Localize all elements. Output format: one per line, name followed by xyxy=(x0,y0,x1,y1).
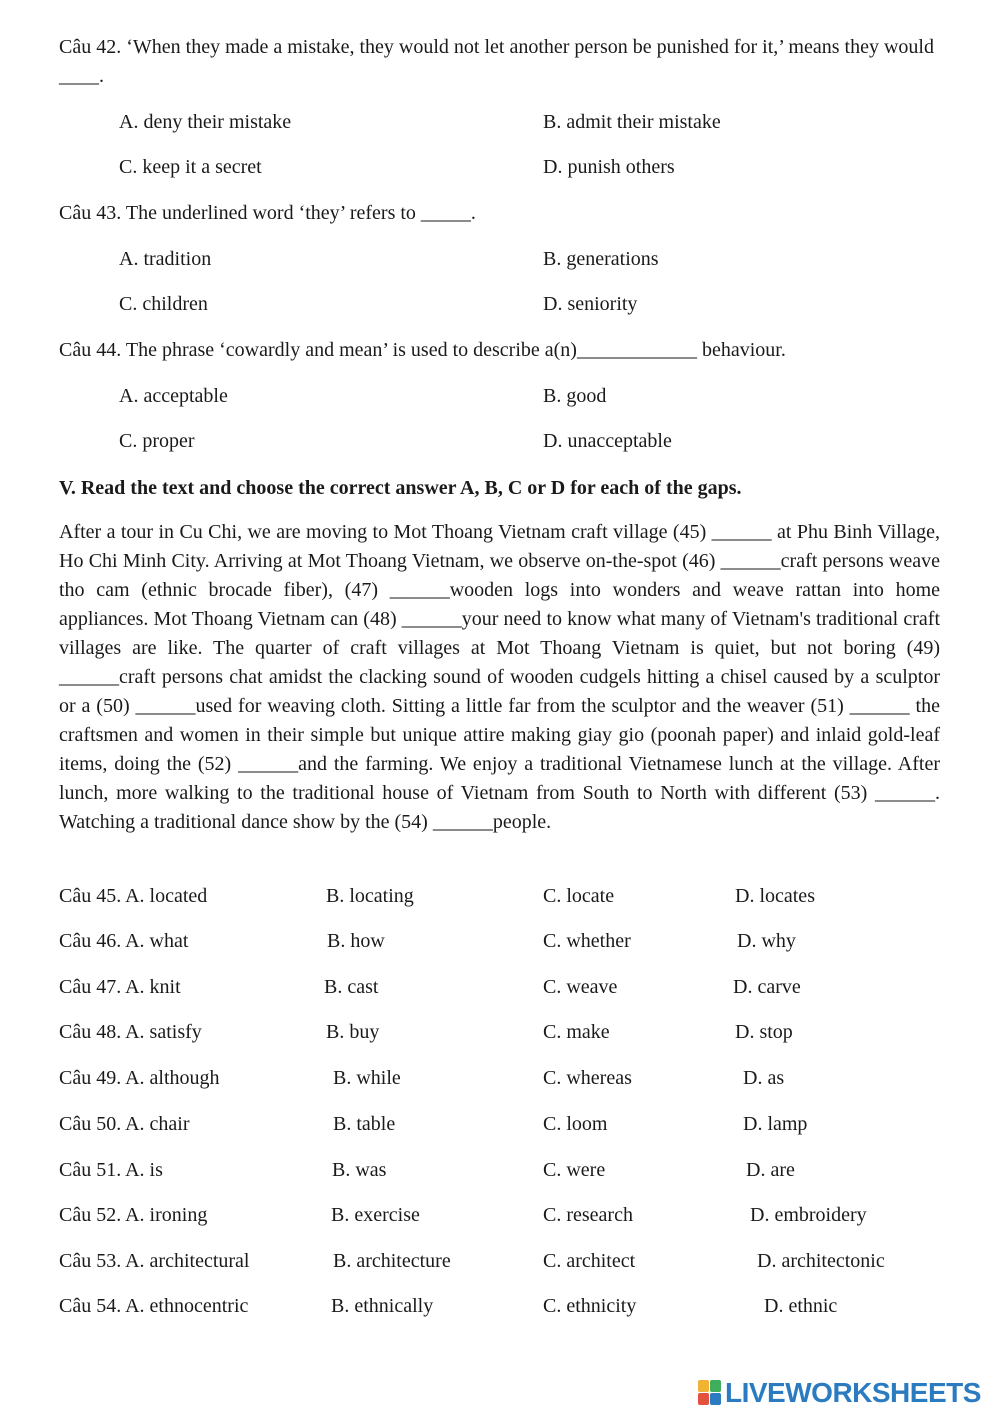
row-47-option-d[interactable]: D. carve xyxy=(733,976,801,998)
row-51-option-d[interactable]: D. are xyxy=(746,1159,795,1181)
question-42-text: Câu 42. ‘When they made a mistake, they would not let another person be punished for it,’ means they would ____. xyxy=(59,36,934,87)
row-54-option-b[interactable]: B. ethnically xyxy=(331,1295,434,1317)
logo-blocks-icon xyxy=(698,1380,722,1406)
question-43-option-d[interactable]: D. seniority xyxy=(543,293,638,315)
row-47-option-b[interactable]: B. cast xyxy=(324,976,379,998)
question-42-option-d[interactable]: D. punish others xyxy=(543,156,675,178)
row-48-option-d[interactable]: D. stop xyxy=(735,1021,793,1043)
row-54-option-c[interactable]: C. ethnicity xyxy=(543,1295,637,1317)
row-46-option-c[interactable]: C. whether xyxy=(543,930,631,952)
row-47-option-c[interactable]: C. weave xyxy=(543,976,618,998)
question-42-option-b[interactable]: B. admit their mistake xyxy=(543,111,721,133)
row-54-option-a[interactable]: Câu 54. A. ethnocentric xyxy=(59,1295,249,1317)
row-46-option-a[interactable]: Câu 46. A. what xyxy=(59,930,189,952)
question-44-option-a[interactable]: A. acceptable xyxy=(119,385,228,407)
row-47-option-a[interactable]: Câu 47. A. knit xyxy=(59,976,181,998)
question-43-option-b[interactable]: B. generations xyxy=(543,248,659,270)
question-42-option-c[interactable]: C. keep it a secret xyxy=(119,156,262,178)
row-50-option-a[interactable]: Câu 50. A. chair xyxy=(59,1113,190,1135)
row-53-option-b[interactable]: B. architecture xyxy=(333,1250,451,1272)
question-44-option-b[interactable]: B. good xyxy=(543,385,607,407)
row-50-option-b[interactable]: B. table xyxy=(333,1113,396,1135)
row-49-option-a[interactable]: Câu 49. A. although xyxy=(59,1067,220,1089)
logo-text: LIVEWORKSHEETS xyxy=(725,1377,981,1408)
question-43-option-a[interactable]: A. tradition xyxy=(119,248,212,270)
row-50-option-c[interactable]: C. loom xyxy=(543,1113,608,1135)
row-53-option-d[interactable]: D. architectonic xyxy=(757,1250,885,1272)
row-46-option-b[interactable]: B. how xyxy=(327,930,385,952)
liveworksheets-logo xyxy=(698,1377,981,1409)
question-44-option-c[interactable]: C. proper xyxy=(119,430,195,452)
row-51-option-b[interactable]: B. was xyxy=(332,1159,387,1181)
question-44-text: Câu 44. The phrase ‘cowardly and mean’ is used to describe a(n)____________ behaviour. xyxy=(59,339,786,361)
section-v-heading: V. Read the text and choose the correct answer A, B, C or D for each of the gaps. xyxy=(59,477,742,499)
row-52-option-a[interactable]: Câu 52. A. ironing xyxy=(59,1204,208,1226)
row-45-option-d[interactable]: D. locates xyxy=(735,885,815,907)
row-45-option-a[interactable]: Câu 45. A. located xyxy=(59,885,208,907)
row-53-option-c[interactable]: C. architect xyxy=(543,1250,636,1272)
row-48-option-a[interactable]: Câu 48. A. satisfy xyxy=(59,1021,202,1043)
row-48-option-c[interactable]: C. make xyxy=(543,1021,610,1043)
row-48-option-b[interactable]: B. buy xyxy=(326,1021,380,1043)
row-46-option-d[interactable]: D. why xyxy=(737,930,796,952)
question-44-option-d[interactable]: D. unacceptable xyxy=(543,430,672,452)
row-52-option-c[interactable]: C. research xyxy=(543,1204,633,1226)
row-51-option-a[interactable]: Câu 51. A. is xyxy=(59,1159,163,1181)
row-50-option-d[interactable]: D. lamp xyxy=(743,1113,808,1135)
row-45-option-b[interactable]: B. locating xyxy=(326,885,414,907)
row-49-option-c[interactable]: C. whereas xyxy=(543,1067,632,1089)
row-51-option-c[interactable]: C. were xyxy=(543,1159,606,1181)
row-52-option-d[interactable]: D. embroidery xyxy=(750,1204,867,1226)
reading-passage: After a tour in Cu Chi, we are moving to Mot Thoang Vietnam craft village (45) ______ at Phu Binh Village, Ho Chi Minh City. Arriving at Mot Thoang Vietnam, we observe on-the-spot (46) ______craft persons weave tho cam (ethnic brocade fiber), (47) ______wooden logs into wonders and weave rattan into home appliances. Mot Thoang Vietnam can (48) ______your need to know what many of Vietnam's traditional craft villages are like. The quarter of craft villages at Mot Thoang Vietnam is quiet, but not boring (49) ______craft persons chat amidst the clacking sound of wooden cudgels hitting a chisel caused by a sculptor or a (50) ______used for weaving cloth. Sitting a little far from the sculptor and the weaver (51) ______ the craftsmen and women in their simple but unique attire making giay gio (poonah paper) and inlaid gold-leaf items, doing the (52) ______and the farming. We enjoy a traditional Vietnamese lunch at the village. After lunch, more walking to the traditional house of Vietnam from South to North with different (53) ______. Watching a traditional dance show by the (54) ______people. xyxy=(59,521,940,833)
row-54-option-d[interactable]: D. ethnic xyxy=(764,1295,838,1317)
row-45-option-c[interactable]: C. locate xyxy=(543,885,615,907)
question-42-option-a[interactable]: A. deny their mistake xyxy=(119,111,292,133)
row-53-option-a[interactable]: Câu 53. A. architectural xyxy=(59,1250,250,1272)
question-43-option-c[interactable]: C. children xyxy=(119,293,208,315)
row-49-option-b[interactable]: B. while xyxy=(333,1067,401,1089)
question-43-text: Câu 43. The underlined word ‘they’ refers to _____. xyxy=(59,202,476,224)
row-49-option-d[interactable]: D. as xyxy=(743,1067,785,1089)
row-52-option-b[interactable]: B. exercise xyxy=(331,1204,420,1226)
